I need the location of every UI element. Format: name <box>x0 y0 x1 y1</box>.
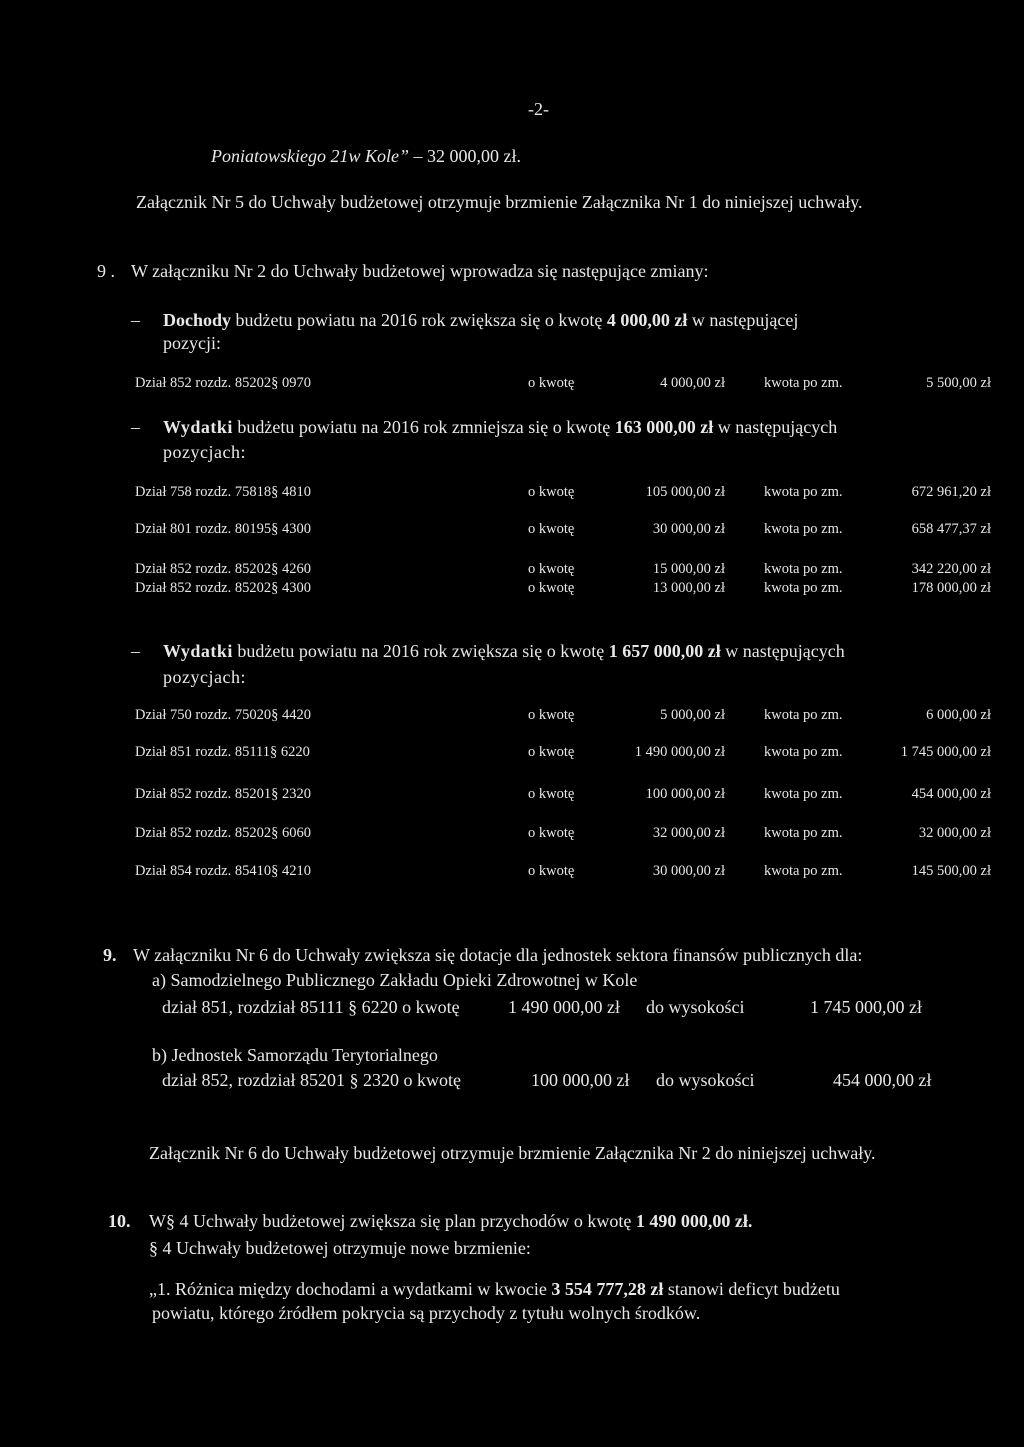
table-row <box>135 825 991 843</box>
row-total: 658 477,37 zł <box>911 521 991 537</box>
row-po-zm: kwota po zm. <box>764 580 843 596</box>
wydatki-minus-text: budżetu powiatu na 2016 rok zmniejsza się o kwotę <box>237 417 611 437</box>
row-label: Dział 750 rozdz. 75020§ 4420 <box>135 707 311 723</box>
dochody-label: Dochody <box>163 310 232 330</box>
table-row <box>135 375 991 393</box>
quote-text-a: „1. Różnica między dochodami a wydatkami w kwocie <box>149 1279 547 1299</box>
row-okwote: o kwotę <box>528 707 575 723</box>
bullet-dash: – <box>131 310 140 330</box>
row-total: 145 500,00 zł <box>911 863 991 879</box>
table-row <box>135 786 991 804</box>
wydatki-plus-label: Wydatki <box>163 641 233 661</box>
item-b-title: b) Jednostek Samorządu Terytorialnego <box>152 1045 438 1065</box>
wydatki-minus-line2: pozycjach: <box>163 442 246 462</box>
row-po-zm: kwota po zm. <box>764 561 843 577</box>
wydatki-plus-text: budżetu powiatu na 2016 rok zwiększa się o kwotę <box>237 641 605 661</box>
row-amount: 5 000,00 zł <box>660 707 725 723</box>
row-total: 1 745 000,00 zł <box>900 744 991 760</box>
row-amount: 15 000,00 zł <box>652 561 725 577</box>
row-label: Dział 851 rozdz. 85111§ 6220 <box>135 744 310 760</box>
row-po-zm: kwota po zm. <box>764 863 843 879</box>
quote-line1 <box>149 1279 840 1300</box>
row-total: 32 000,00 zł <box>918 825 991 841</box>
row-total: 178 000,00 zł <box>911 580 991 596</box>
row-okwote: o kwotę <box>528 744 575 760</box>
row-okwote: o kwotę <box>528 375 575 391</box>
section9b-heading: W załączniku Nr 6 do Uchwały zwiększa się dotacje dla jednostek sektora finansów publicznych dla: <box>133 945 863 965</box>
row-total: 454 000,00 zł <box>911 786 991 802</box>
row-label: Dział 852 rozdz. 85202§ 4300 <box>135 580 311 596</box>
wydatki-plus-amount: 1 657 000,00 zł <box>608 641 721 661</box>
dochody-line <box>163 310 798 331</box>
row-amount: 30 000,00 zł <box>652 521 725 537</box>
intro-line <box>211 146 521 167</box>
row-okwote: o kwotę <box>528 825 575 841</box>
section10-period: . <box>747 1211 753 1231</box>
row-total: 6 000,00 zł <box>926 707 991 723</box>
row-label: Dział 852 rozdz. 85202§ 0970 <box>135 375 311 391</box>
item-a-to: do wysokości <box>646 997 745 1017</box>
row-label: Dział 854 rozdz. 85410§ 4210 <box>135 863 311 879</box>
row-okwote: o kwotę <box>528 484 575 500</box>
wydatki-plus-line2: pozycjach: <box>163 667 246 687</box>
quote-text-b: stanowi deficyt budżetu <box>667 1279 840 1299</box>
row-amount: 105 000,00 zł <box>645 484 725 500</box>
row-po-zm: kwota po zm. <box>764 786 843 802</box>
section10-number: 10. <box>108 1211 131 1231</box>
item-b-detail: dział 852, rozdział 85201 § 2320 o kwotę <box>162 1070 461 1090</box>
item-b-to: do wysokości <box>656 1070 755 1090</box>
row-total: 342 220,00 zł <box>911 561 991 577</box>
bullet-dash: – <box>131 641 140 661</box>
row-amount: 4 000,00 zł <box>660 375 725 391</box>
wydatki-minus-text-end: w następujących <box>717 417 838 437</box>
intro-italic-text: Poniatowskiego 21w Kole” – <box>211 146 423 166</box>
dochody-text: budżetu powiatu na 2016 rok zwiększa się o kwotę <box>235 310 603 330</box>
wydatki-plus-text-end: w następujących <box>725 641 845 661</box>
dochody-amount: 4 000,00 zł <box>606 310 688 330</box>
row-amount: 32 000,00 zł <box>652 825 725 841</box>
row-label: Dział 852 rozdz. 85202§ 6060 <box>135 825 311 841</box>
row-label: Dział 852 rozdz. 85201§ 2320 <box>135 786 311 802</box>
row-total: 672 961,20 zł <box>911 484 991 500</box>
row-okwote: o kwotę <box>528 580 575 596</box>
item-b-total: 454 000,00 zł <box>833 1070 932 1090</box>
row-po-zm: kwota po zm. <box>764 744 843 760</box>
row-total: 5 500,00 zł <box>926 375 991 391</box>
row-amount: 13 000,00 zł <box>652 580 725 596</box>
table-row <box>135 521 991 539</box>
quote-amount: 3 554 777,28 zł <box>551 1279 664 1299</box>
annex6-statement: Załącznik Nr 6 do Uchwały budżetowej otrzymuje brzmienie Załącznika Nr 2 do niniejszej uchwały. <box>149 1143 876 1163</box>
section9b-number: 9. <box>103 945 117 965</box>
row-label: Dział 758 rozdz. 75818§ 4810 <box>135 484 311 500</box>
intro-amount: 32 000,00 zł. <box>427 146 521 166</box>
page-number: -2- <box>528 99 549 119</box>
table-row <box>135 863 991 881</box>
item-a-amount: 1 490 000,00 zł <box>508 997 620 1017</box>
row-amount: 1 490 000,00 zł <box>634 744 725 760</box>
section10-line1 <box>149 1211 752 1232</box>
row-po-zm: kwota po zm. <box>764 707 843 723</box>
dochody-line2: pozycji: <box>163 333 221 353</box>
table-row <box>135 561 991 579</box>
row-po-zm: kwota po zm. <box>764 484 843 500</box>
row-okwote: o kwotę <box>528 521 575 537</box>
wydatki-minus-line <box>163 417 837 438</box>
row-po-zm: kwota po zm. <box>764 825 843 841</box>
row-okwote: o kwotę <box>528 561 575 577</box>
section9a-number: 9 . <box>97 261 115 281</box>
row-okwote: o kwotę <box>528 863 575 879</box>
section10-text: W§ 4 Uchwały budżetowej zwiększa się plan przychodów o kwotę <box>149 1211 632 1231</box>
row-okwote: o kwotę <box>528 786 575 802</box>
table-row <box>135 484 991 502</box>
section10-amount: 1 490 000,00 zł <box>635 1211 748 1231</box>
wydatki-minus-amount: 163 000,00 zł <box>614 417 714 437</box>
section10-line2: § 4 Uchwały budżetowej otrzymuje nowe brzmienie: <box>149 1238 531 1258</box>
row-label: Dział 852 rozdz. 85202§ 4260 <box>135 561 311 577</box>
row-po-zm: kwota po zm. <box>764 521 843 537</box>
item-a-title: a) Samodzielnego Publicznego Zakładu Opieki Zdrowotnej w Kole <box>152 970 638 990</box>
annex5-statement: Załącznik Nr 5 do Uchwały budżetowej otrzymuje brzmienie Załącznika Nr 1 do niniejszej uchwały. <box>136 192 863 212</box>
table-row <box>135 707 991 725</box>
wydatki-minus-label: Wydatki <box>163 417 233 437</box>
section9a-heading: W załączniku Nr 2 do Uchwały budżetowej wprowadza się następujące zmiany: <box>131 261 709 281</box>
wydatki-plus-line <box>163 641 845 662</box>
item-b-amount: 100 000,00 zł <box>531 1070 630 1090</box>
table-row <box>135 580 991 598</box>
dochody-text-end: w następującej <box>691 310 799 330</box>
row-label: Dział 801 rozdz. 80195§ 4300 <box>135 521 311 537</box>
row-amount: 100 000,00 zł <box>645 786 725 802</box>
row-amount: 30 000,00 zł <box>652 863 725 879</box>
item-a-total: 1 745 000,00 zł <box>810 997 922 1017</box>
bullet-dash: – <box>131 417 140 437</box>
row-po-zm: kwota po zm. <box>764 375 843 391</box>
quote-line2: powiatu, którego źródłem pokrycia są przychody z tytułu wolnych środków. <box>152 1303 701 1323</box>
table-row <box>135 744 991 762</box>
item-a-detail: dział 851, rozdział 85111 § 6220 o kwotę <box>162 997 460 1017</box>
